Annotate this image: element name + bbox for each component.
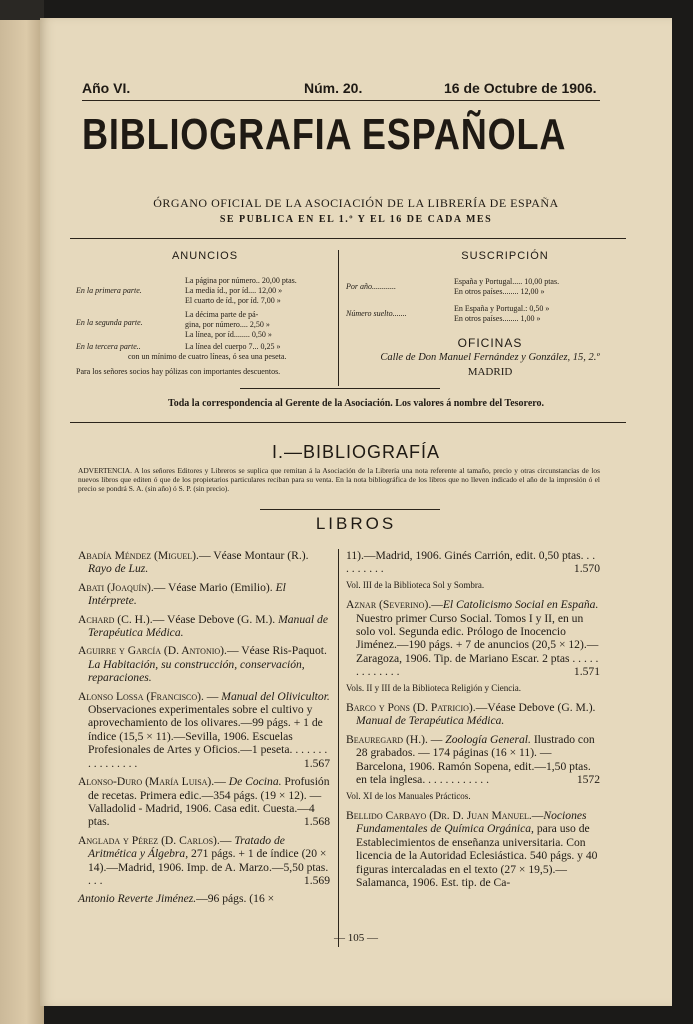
anuncios-primera-label: En la primera parte.	[76, 286, 142, 295]
entry-anglada: Anglada y Pérez (D. Carlos).— Tratado de Aritmética y Álgebra, 271 págs. + 1 de índice (20 × 14).—Madrid, 1906. Imp. de A. Marzo.—5,50 ptas. . . . 1.569	[78, 833, 330, 887]
entry-barco: Barco y Pons (D. Patricio).—Véase Debove (G. M.). Manual de Terapéutica Médica.	[346, 701, 596, 728]
anuncios-segunda-rates: La décima parte de pá- gina, por número.... 2,50 » La línea, por íd........ 0,50 »	[185, 310, 272, 339]
suscripcion-anno-label: Por año............	[346, 282, 396, 291]
journal-subtitle: ÓRGANO OFICIAL DE LA ASOCIACIÓN DE LA LIBRERÍA DE ESPAÑA	[153, 196, 559, 210]
oficinas-title: OFICINAS	[457, 336, 523, 350]
journal-title: BIBLIOGRAFIA ESPAÑOLA	[82, 110, 567, 159]
advertencia-note: ADVERTENCIA. A los señores Editores y Libreros se suplica que remitan á la Asociación de la Librería una nota referente al tamaño, precio y otras circunstancias de los nuevos libros que editen ó que de los propietarios particulares reciban para su venta. En la nota bibliográfica de los libros que no lleven indicado el año de la impresión ó el precio se pondrá S. A. (sin año) ó S. P. (sin precio).	[78, 466, 600, 493]
correspondence-note: Toda la correspondencia al Gerente de la Asociación. Los valores á nombre del Tesorero.	[167, 398, 545, 409]
entry-aguirre: Aguirre y García (D. Antonio).— Véase Ris-Paquot. La Habitación, su construcción, conservación, reparaciones.	[78, 644, 327, 685]
entry-alonso-duro: Alonso-Duro (María Luisa).— De Cocina. Profusión de recetas. Primera edic.—354 págs. (19 × 12). — Valladolid - Madrid, 1906. Casa edit. Cuesta.—4 ptas. 1.568	[78, 775, 330, 829]
suscripcion-suelto-label: Número suelto.......	[346, 309, 407, 318]
entry-continuation: 11).—Madrid, 1906. Ginés Carrión, edit. 0,50 ptas. . . . . . . . . . 1.570	[346, 549, 600, 576]
entry-abadia: Abadía Méndez (Miguel).— Véase Montaur (R.). Rayo de Luz.	[78, 549, 309, 576]
libros-title: LIBROS	[315, 514, 397, 533]
entry-reverte: Antonio Reverte Jiménez.—96 págs. (16 ×	[78, 892, 275, 906]
column-divider	[338, 549, 339, 947]
box-divider	[338, 250, 339, 386]
anuncios-primera-rates: La página por número.. 20,00 ptas. La media íd., por íd.... 12,00 » El cuarto de íd., por íd. 7,00 »	[185, 276, 297, 305]
anuncios-tercera-label: En la tercera parte..	[76, 342, 141, 351]
series-note: Vol. III de la Biblioteca Sol y Sombra.	[346, 579, 485, 590]
suscripcion-anno-rates: España y Portugal..... 10,00 ptas. En otros países........ 12,00 »	[454, 277, 560, 296]
entry-abati: Abati (Joaquín).— Véase Mario (Emilio). El Intérprete.	[78, 580, 286, 608]
rule	[82, 100, 600, 101]
rule	[240, 388, 440, 389]
suscripcion-title: SUSCRIPCIÓN	[461, 250, 549, 262]
anuncios-title: ANUNCIOS	[171, 250, 239, 262]
publication-frequency: SE PUBLICA EN EL 1.º Y EL 16 DE CADA MES	[219, 214, 493, 225]
issue-year: Año VI.	[82, 80, 131, 96]
series-note: Vols. II y III de la Biblioteca Religión y Ciencia.	[346, 682, 522, 693]
facing-page-edge	[0, 0, 44, 1024]
journal-page	[40, 18, 672, 1006]
scan-border	[0, 0, 44, 20]
page-number: — 105 —	[334, 932, 378, 944]
series-note: Vol. XI de los Manuales Prácticos.	[346, 790, 471, 801]
entry-beauregard: Beauregard (H.). — Zoología General. Ilustrado con 28 grabados. — 174 páginas (16 × 11). — Barcelona, 1906. Ramón Sopena, edit.—1,50 ptas. en tela inglesa. . . . . . . . . . . . 1572	[346, 732, 600, 787]
oficinas-city: MADRID	[467, 366, 513, 378]
anuncios-segunda-label: En la segunda parte.	[76, 318, 143, 327]
oficinas-address: Calle de Don Manuel Fernández y González, 15, 2.º	[380, 352, 600, 363]
entry-bellido: Bellido Carbayo (Dr. D. Juan Manuel.—Nociones Fundamentales de Química Orgánica, para uso de Establecimientos de enseñanza universitaria. Con licencia de la Autoridad Eclesiástica. 540 págs. y 40 figuras intercaladas en el texto (27 × 19,5).—Salamanca, 1906. Est. tip. de Ca-	[346, 808, 598, 889]
suscripcion-suelto-rates: En España y Portugal.: 0,50 » En otros países........ 1,00 »	[454, 304, 550, 323]
anuncios-discount-note: Para los señores socios hay pólizas con importantes descuentos.	[76, 367, 281, 376]
section-title: I.—BIBLIOGRAFÍA	[271, 442, 441, 462]
anuncios-tercera-rates: La línea del cuerpo 7... 0,25 »	[185, 342, 281, 351]
entry-alonso-lossa: Alonso Lossa (Francisco). — Manual del Olivicultor. Observaciones experimentales sobre el cultivo y aprovechamiento de los olivares.—99 págs. + 1 de índice (15,5 × 11).—Sevilla, 1906. Escuelas Profesionales de Artes y Oficios.—1 peseta. . . . . . . . . . . . . . . . 1.567	[78, 689, 330, 770]
entry-aznar: Aznar (Severino).—El Catolicismo Social en España. Nuestro primer Curso Social. Tomos I y II, en un solo vol. Segunda edic. Prólogo de Inocencio Jiménez.—190 págs. + 7 de anuncios (20,5 × 12).—Zaragoza, 1906. Tip. de Mariano Escar. 2 ptas . . . . . . . . . . . . . 1.571	[346, 598, 600, 679]
rule	[260, 509, 440, 510]
entry-achard: Achard (C. H.).— Véase Debove (G. M.). Manual de Terapéutica Médica.	[78, 612, 328, 640]
issue-number: Núm. 20.	[304, 80, 363, 96]
rule	[70, 238, 626, 239]
left-column	[78, 549, 330, 911]
rule	[70, 422, 626, 423]
right-column	[346, 549, 600, 894]
anuncios-tercera-note: con un mínimo de cuatro líneas, ó sea una peseta.	[128, 352, 287, 361]
issue-date: 16 de Octubre de 1906.	[444, 80, 597, 96]
